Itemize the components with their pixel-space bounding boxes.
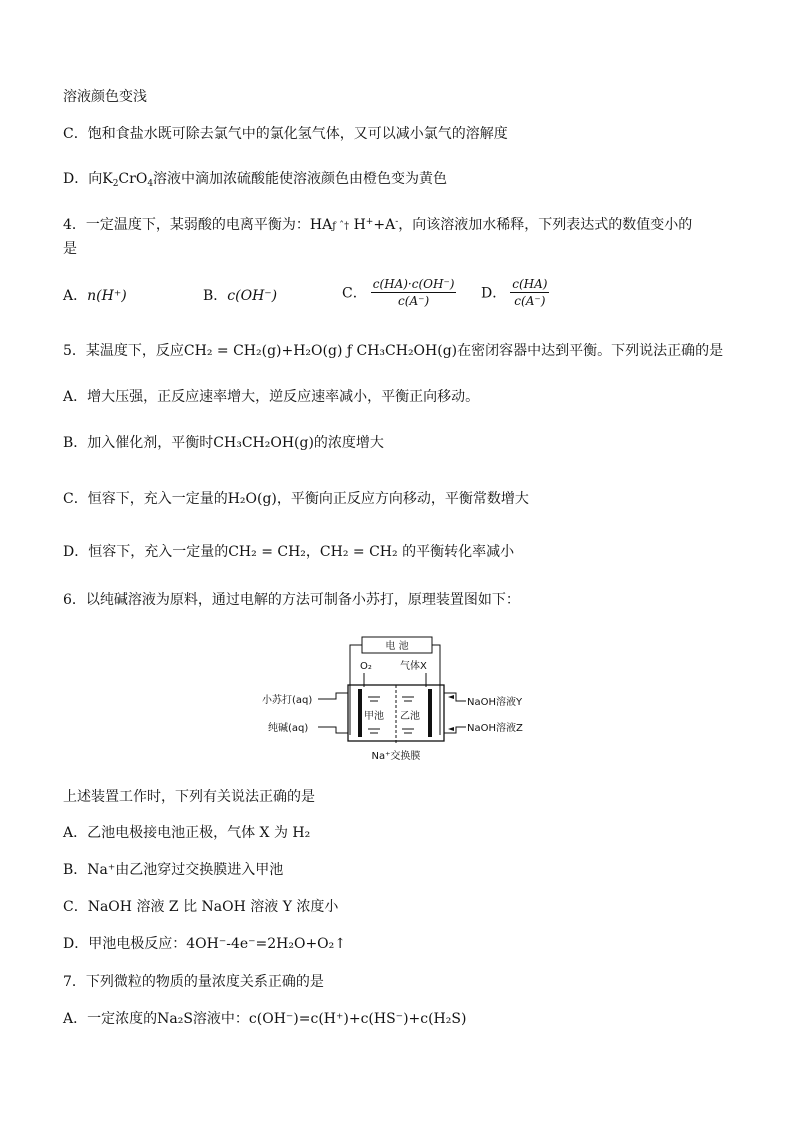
question-5-stem: 5．某温度下，反应CH₂ = CH₂(g)+H₂O(g) ƒ CH₃CH₂OH(g)在密闭容器中达到平衡。下列说法正确的是	[63, 343, 724, 359]
denominator: c(A⁻)	[514, 294, 546, 308]
question-5-option-a: A．增大压强，正反应速率增大，逆反应速率减小，平衡正向移动。	[63, 389, 480, 405]
text-fragment: 4．一定温度下，某弱酸的电离平衡为：HA	[63, 217, 333, 233]
fraction	[371, 277, 457, 308]
option-value: c(OH⁻)	[227, 288, 278, 304]
cell-b-label: 乙池	[400, 711, 420, 722]
denominator: c(A⁻)	[398, 294, 430, 308]
option-label: A．	[63, 288, 88, 304]
cell-a-label: 甲池	[364, 711, 384, 722]
right-bottom-pipe	[444, 727, 466, 733]
question-6-option-b: B．Na⁺由乙池穿过交换膜进入甲池	[63, 862, 284, 878]
o2-label: O₂	[360, 661, 372, 672]
text-line: 溶液颜色变浅	[63, 89, 147, 105]
electrolysis-diagram	[262, 635, 532, 767]
question-6-option-d: D．甲池电极反应：4OH⁻-4e⁻=2H₂O+O₂↑	[63, 936, 347, 952]
option-label: D．	[481, 285, 507, 302]
question-6-option-c: C．NaOH 溶液 Z 比 NaOH 溶液 Y 浓度小	[63, 899, 339, 915]
right-wire	[432, 645, 440, 735]
question-7-stem: 7．下列微粒的物质的量浓度关系正确的是	[63, 974, 324, 990]
right-bottom-label: NaOH溶液Z	[467, 723, 523, 734]
equilibrium-arrow-icon: ƒ ˆ†	[332, 221, 350, 232]
subscript: 2	[112, 179, 119, 189]
text-fragment: H	[349, 217, 366, 233]
option-c-prev: C．饱和食盐水既可除去氯气中的氯化氢气体，又可以减小氯气的溶解度	[63, 126, 508, 142]
option-label: C．	[342, 285, 367, 302]
left-top-label: 小苏打(aq)	[262, 695, 313, 706]
left-bottom-pipe	[318, 727, 348, 733]
question-6-stem: 6．以纯碱溶液为原料，通过电解的方法可制备小苏打，原理装置图如下：	[63, 592, 520, 608]
numerator: c(HA)·c(OH⁻)	[372, 277, 455, 291]
option-d-prev	[63, 169, 447, 189]
text-fragment: 溶液中滴加浓硫酸能使溶液颜色由橙色变为黄色	[153, 171, 448, 187]
text-fragment: +A	[373, 217, 396, 233]
superscript: -	[395, 217, 399, 227]
arrow-icon	[448, 695, 454, 699]
right-top-label: NaOH溶液Y	[467, 697, 523, 708]
question-5-option-b: B．加入催化剂，平衡时CH₃CH₂OH(g)的浓度增大	[63, 435, 384, 451]
question-4-stem	[63, 215, 692, 237]
cathode	[428, 689, 432, 737]
question-5-option-d: D．恒容下，充入一定量的CH₂ = CH₂，CH₂ = CH₂ 的平衡转化率减小	[63, 544, 515, 560]
question-7-option-a: A．一定浓度的Na₂S溶液中：c(OH⁻)=c(H⁺)+c(HS⁻)+c(H₂S)	[63, 1011, 467, 1027]
right-top-pipe	[444, 693, 466, 701]
question-4-stem-cont: 是	[63, 241, 77, 257]
membrane-label: Na⁺交换膜	[371, 751, 421, 762]
question-4-option-c	[342, 277, 460, 308]
subscript: 4	[147, 179, 154, 189]
question-6-option-a: A．乙池电极接电池正极，气体 X 为 H₂	[63, 825, 311, 841]
question-4-option-a	[63, 286, 127, 306]
text-fragment: ，向该溶液加水稀释，下列表达式的数值变小的	[398, 217, 693, 233]
left-top-pipe	[318, 693, 348, 699]
option-label: B．	[203, 288, 228, 304]
question-6-lead: 上述装置工作时，下列有关说法正确的是	[63, 789, 315, 805]
superscript: +	[365, 217, 374, 227]
question-4-option-b	[203, 286, 277, 306]
numerator: c(HA)	[512, 277, 548, 291]
text-fragment: CrO	[118, 171, 148, 187]
option-value: n(H⁺)	[87, 288, 127, 304]
question-4-option-d	[481, 277, 553, 308]
fraction	[510, 277, 549, 308]
left-bottom-label: 纯碱(aq)	[268, 723, 309, 734]
text-fragment: D．向K	[63, 171, 113, 187]
arrow-icon	[448, 727, 454, 731]
battery-label: 电 池	[385, 641, 409, 652]
gasx-label: 气体X	[400, 661, 427, 672]
anode	[358, 689, 362, 737]
question-5-option-c: C．恒容下，充入一定量的H₂O(g)，平衡向正反应方向移动，平衡常数增大	[63, 491, 529, 507]
